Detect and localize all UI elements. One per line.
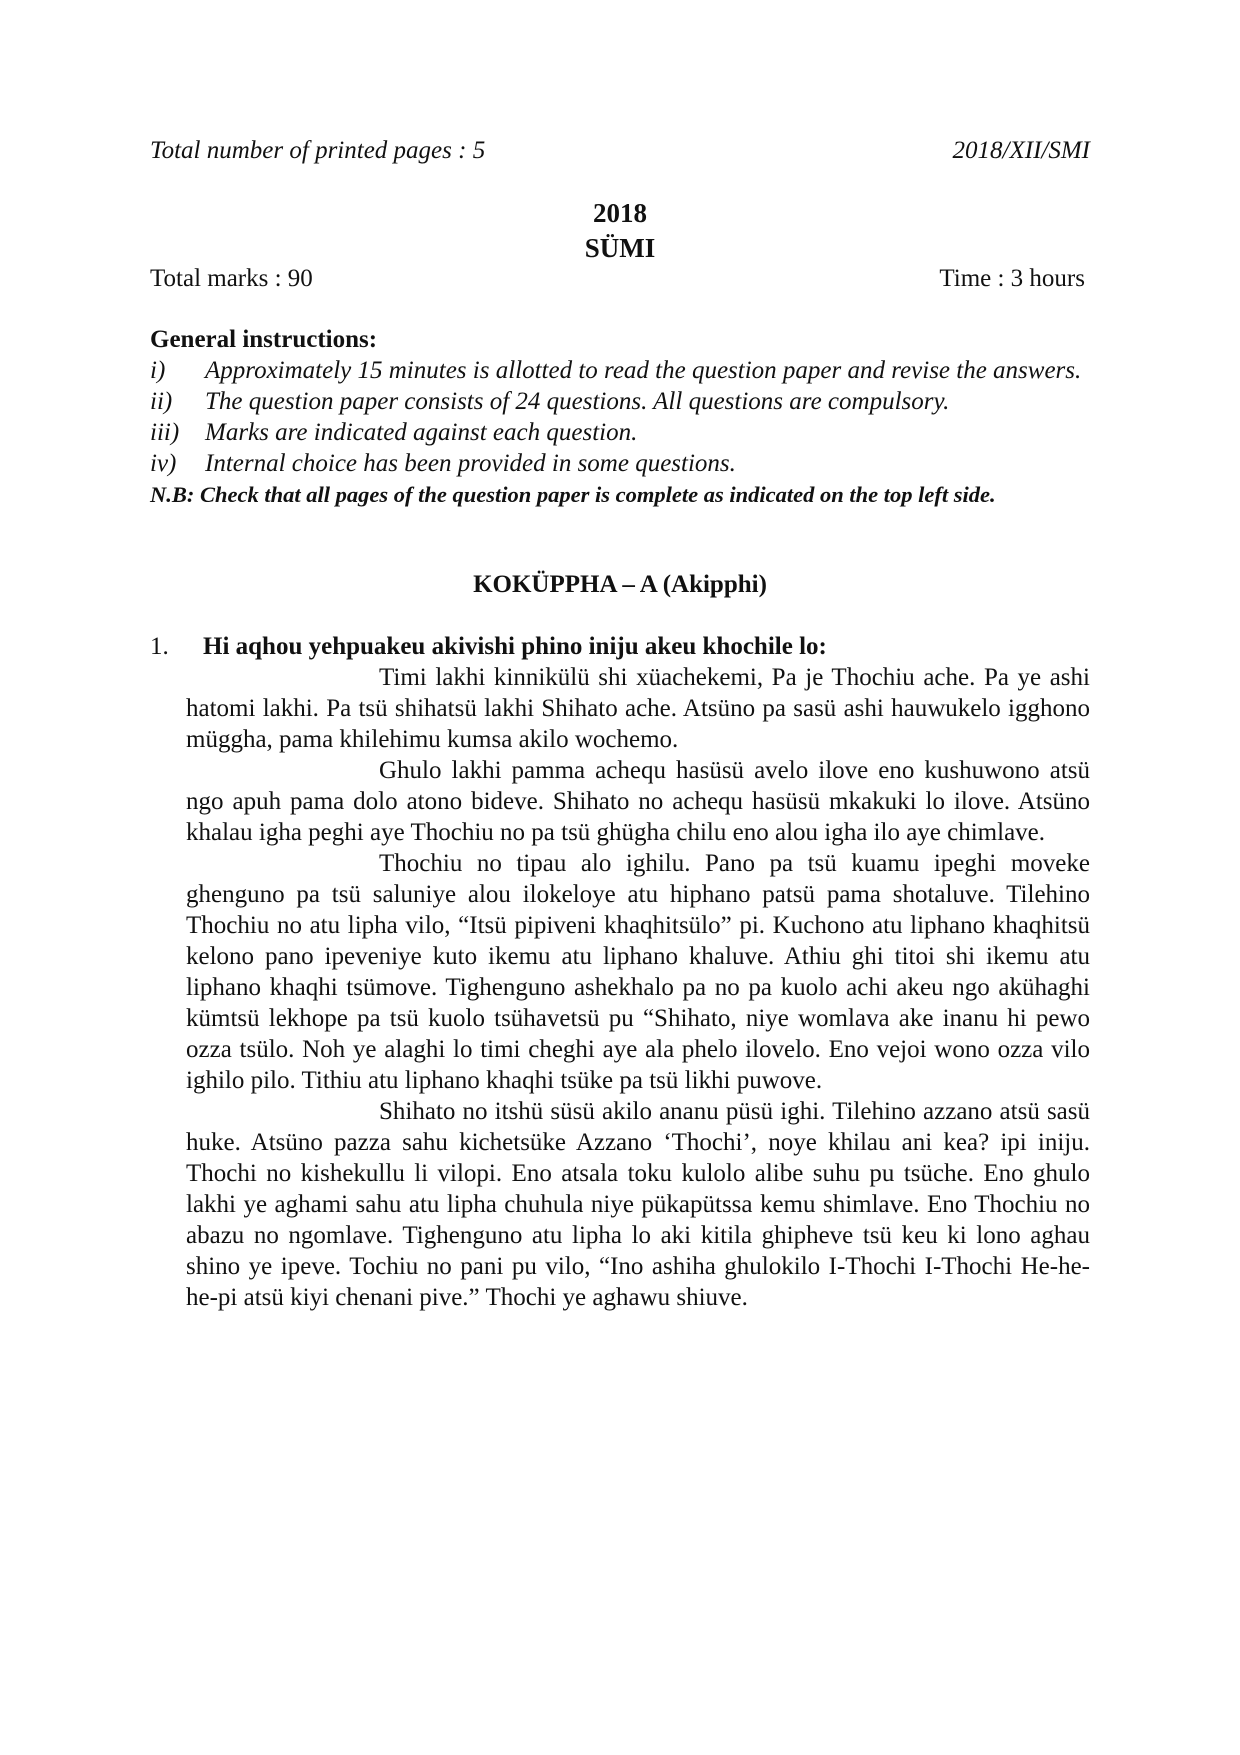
general-instructions <box>150 324 1090 510</box>
passage-paragraph: Timi lakhi kinnikülü shi xüachekemi, Pa je Thochiu ache. Pa ye ashi hatomi lakhi. Pa tsü shihatsü lakhi Shihato ache. Atsüno pa sasü ashi hauwukelo igghono müggha, pama khilehimu kumsa akilo wochemo. <box>186 664 1090 753</box>
instruction-text: Marks are indicated against each question. <box>205 419 638 446</box>
printed-pages-note: Total number of printed pages : 5 <box>150 137 486 164</box>
instruction-item <box>150 417 1090 448</box>
question-1 <box>150 631 1090 1313</box>
instruction-item <box>150 355 1090 386</box>
nb-note: N.B: Check that all pages of the question paper is complete as indicated on the top left side. <box>150 482 996 507</box>
instructions-heading: General instructions: <box>150 326 378 353</box>
exam-year: 2018 <box>593 198 647 228</box>
instruction-text: Internal choice has been provided in some questions. <box>205 450 736 477</box>
exam-subject: SÜMI <box>584 233 656 263</box>
question-prompt: Hi aqhou yehpuakeu akivishi phino iniju akeu khochile lo: <box>203 633 827 660</box>
passage <box>186 662 1090 1313</box>
exam-time: Time : 3 hours <box>939 265 1085 292</box>
instruction-number: i) <box>150 357 166 384</box>
page-header <box>150 137 1090 165</box>
passage-paragraph: Shihato no itshü süsü akilo ananu püsü ighi. Tilehino azzano atsü sasü huke. Atsüno pazza sahu kichetsüke Azzano ‘Thochi’, noye khilau ani kea? ipi iniju. Thochi no kishekullu li vilopi. Eno atsala toku kulolo alibe suhu pu tsüche. Eno ghulo lakhi ye aghami sahu atu lipha chuhula niye pükapütssa kemu shimlave. Eno Thochiu no abazu no ngomlave. Tighenguno atu lipha lo aki kitila ghipheve tsü keu ki lono aghau shino ye ipeve. Tochiu no pani pu vilo, “Ino ashiha ghulokilo I-Thochi I-Thochi He-he-he-pi atsü kiyi chenani pive.” Thochi ye aghawu shiuve. <box>186 1098 1090 1311</box>
total-marks: Total marks : 90 <box>150 265 313 292</box>
instruction-item <box>150 448 1090 479</box>
passage-paragraph: Ghulo lakhi pamma achequ hasüsü avelo ilove eno kushuwono atsü ngo apuh pama dolo atono bideve. Shihato no achequ hasüsü mkakuki lo ilove. Atsüno khalau igha peghi aye Thochiu no pa tsü ghügha chilu eno alou igha ilo aye chimlave. <box>186 757 1090 846</box>
instruction-text: Approximately 15 minutes is allotted to read the question paper and revise the answers. <box>205 357 1082 384</box>
instruction-text: The question paper consists of 24 questions. All questions are compulsory. <box>205 388 950 415</box>
passage-paragraph: Thochiu no tipau alo ighilu. Pano pa tsü kuamu ipeghi moveke ghenguno pa tsü saluniye alou ilokeloye atu hiphano patsü pama shotaluve. Tilehino Thochiu no atu lipha vilo, “Itsü pipiveni khaqhitsülo” pi. Kuchono atu liphano khaqhitsü kelono pano ipeveniye kuto ikemu atu liphano khaluve. Athiu ghi titoi shi ikemu atu liphano khaqhi tsümove. Tighenguno ashekhalo pa no pa kuolo achi akeu ngo akühaghi kümtsü lekhope pa tsü kuolo tsühavetsü pu “Shihato, niye womlava ake inanu hi pewo ozza tsülo. Noh ye alaghi lo timi cheghi aye ala phelo ilovelo. Eno vejoi wono ozza vilo ighilo pilo. Tithiu atu liphano khaqhi tsüke pa tsü likhi puwove. <box>186 850 1090 1094</box>
instruction-number: iii) <box>150 419 180 446</box>
instruction-number: ii) <box>150 388 173 415</box>
question-number: 1. <box>150 633 169 660</box>
paper-code: 2018/XII/SMI <box>952 137 1090 164</box>
instruction-item <box>150 386 1090 417</box>
question-header <box>150 631 1090 662</box>
section-title: KOKÜPPHA – A (Akipphi) <box>473 571 767 598</box>
instruction-number: iv) <box>150 450 177 477</box>
marks-time-row <box>150 265 1085 293</box>
